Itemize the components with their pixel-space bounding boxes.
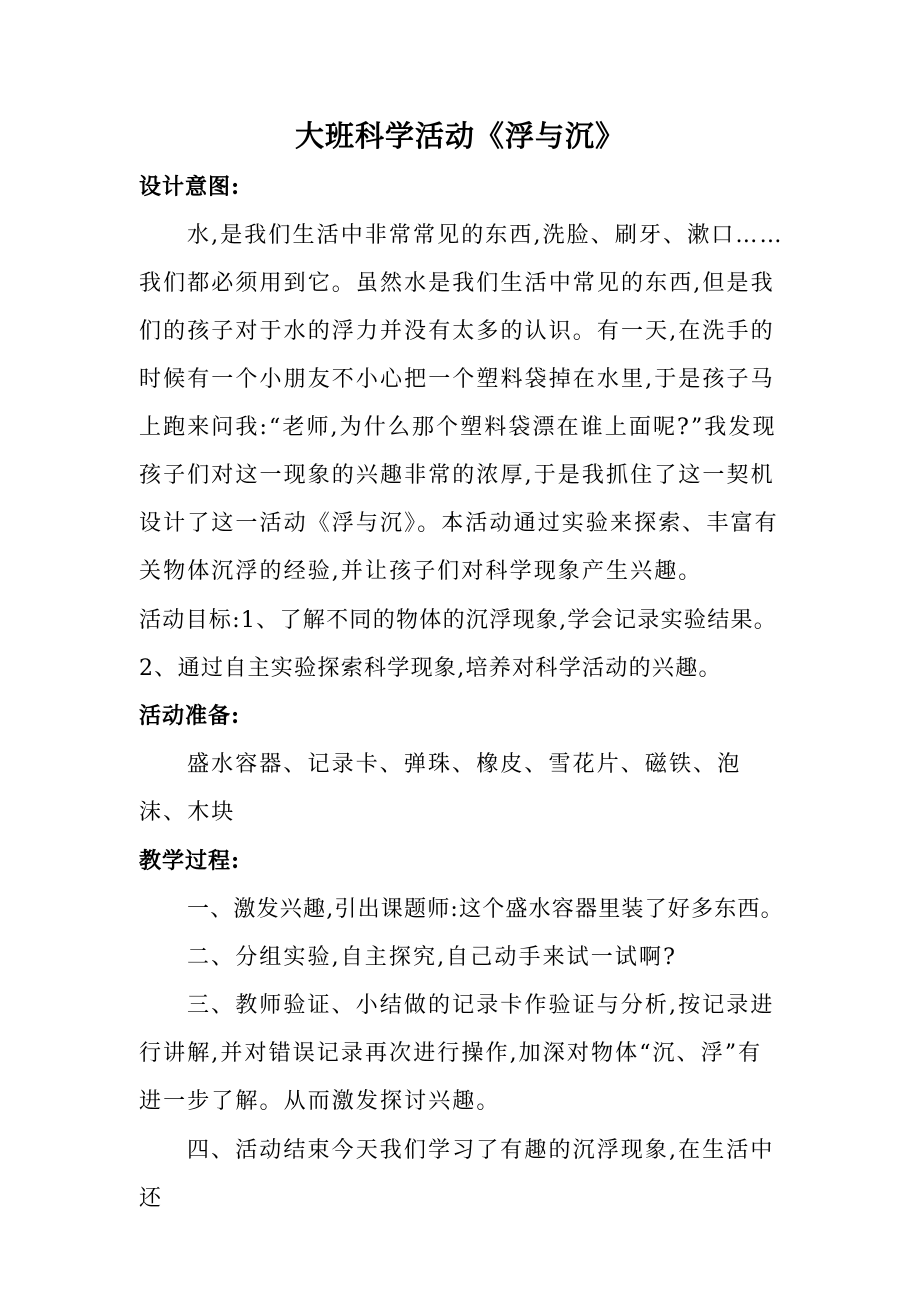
process-step-2: 二、分组实验,自主探究,自己动手来试一试啊? xyxy=(187,945,677,970)
preparation-paragraph: 盛水容器、记录卡、弹珠、橡皮、雪花片、磁铁、泡沫、木块 xyxy=(139,752,742,825)
process-step-1: 一、激发兴趣,引出课题师:这个盛水容器里装了好多东西。 xyxy=(187,897,784,922)
process-step-3: 三、教师验证、小结做的记录卡作验证与分析,按记录进行讲解,并对错误记录再次进行操作,加深对物体“沉、浮”有进一步了解。从而激发探讨兴趣。 xyxy=(139,993,775,1114)
goals-line-2: 2、通过自主实验探索科学现象,培养对科学活动的兴趣。 xyxy=(139,656,722,681)
process-heading: 教学过程: xyxy=(139,848,241,874)
process-step-4: 四、活动结束今天我们学习了有趣的沉浮现象,在生活中还 xyxy=(139,1138,775,1211)
design-intent-heading: 设计意图: xyxy=(139,174,241,200)
preparation-heading: 活动准备: xyxy=(139,703,241,729)
document-title: 大班科学活动《浮与沉》 xyxy=(294,119,625,153)
goals-line-1: 活动目标:1、了解不同的物体的沉浮现象,学会记录实验结果。 xyxy=(139,608,778,633)
design-intent-paragraph: 水,是我们生活中非常常见的东西,洗脸、刷牙、漱口……我们都必须用到它。虽然水是我们生活中常见的东西,但是我们的孩子对于水的浮力并没有太多的认识。有一天,在洗手的时候有一个小朋友不小心把一个塑料袋掉在水里,于是孩子马上跑来问我:“老师,为什么那个塑料袋漂在谁上面呢?”我发现孩子们对这一现象的兴趣非常的浓厚,于是我抓住了这一契机设计了这一活动《浮与沉》。本活动通过实验来探索、丰富有关物体沉浮的经验,并让孩子们对科学现象产生兴趣。 xyxy=(139,223,784,584)
